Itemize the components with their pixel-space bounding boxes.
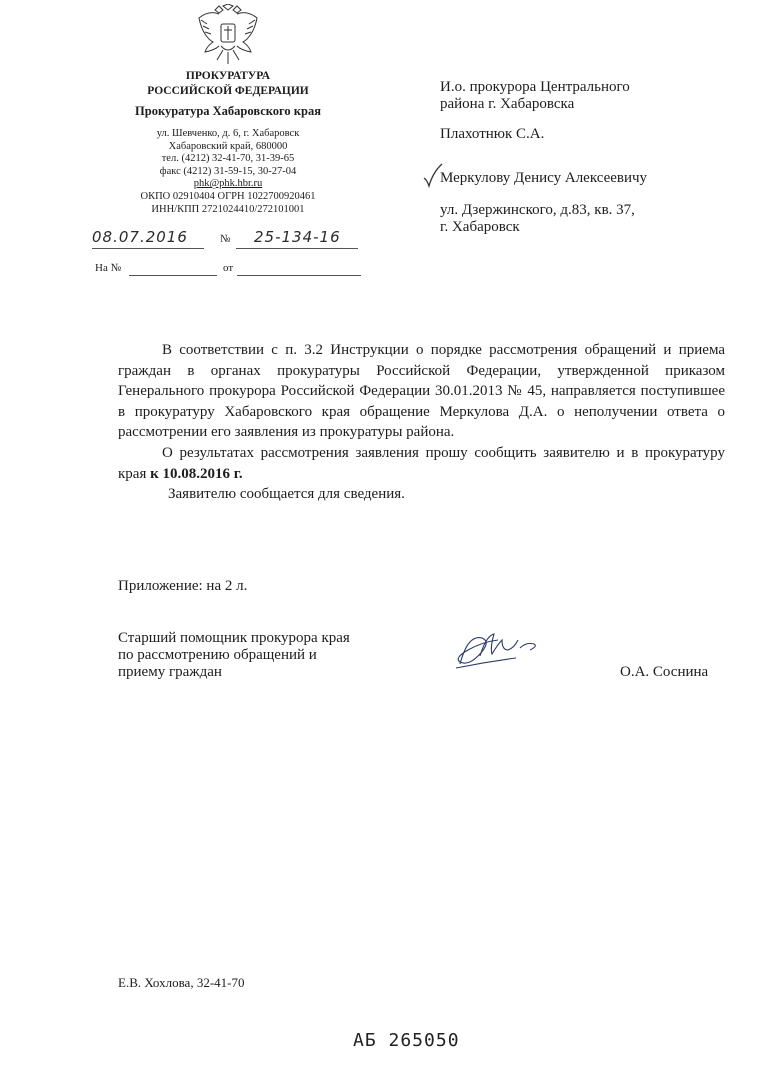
handwritten-number: 25-134-16 <box>254 228 341 246</box>
signatory-title-line3: приему граждан <box>118 664 222 680</box>
org-name-line1: ПРОКУРАТУРА <box>185 70 271 82</box>
number-sign: № <box>220 233 231 245</box>
addressee-position: И.о. прокурора Центрального <box>440 79 630 95</box>
ref-na-label: На № <box>95 262 122 274</box>
phone-line: тел. (4212) 32-41-70, 31-39-65 <box>161 153 295 165</box>
handwritten-signature <box>450 626 550 676</box>
body-paragraph-1: В соответствии с п. 3.2 Инструкции о порядке рассмотрения обращений и приема граждан в органах прокуратуры Российской Федерации, утвержденной приказом Генерального прокурора Российской Федерации 30.01.2013 № 45, направляется поступившее в прокуратуру Хабаровского края обращение Меркулова Д.А. о неполучении ответа о рассмотрении его заявления из прокуратуры района. <box>118 342 725 441</box>
body-paragraph-3: Заявителю сообщается для сведения. <box>168 486 405 503</box>
org-name-line2: РОССИЙСКОЙ ФЕДЕРАЦИИ <box>147 85 309 97</box>
executor-contact: Е.В. Хохлова, 32-41-70 <box>118 975 245 990</box>
address-line2: Хабаровский край, 680000 <box>168 140 288 152</box>
address-line1: ул. Шевченко, д. 6, г. Хабаровск <box>156 128 300 139</box>
addressee-district: района г. Хабаровска <box>440 96 575 112</box>
attachment-note: Приложение: на 2 л. <box>118 578 248 594</box>
okpo-line: ОКПО 02910404 ОГРН 1022700920461 <box>140 190 316 202</box>
applicant-city: г. Хабаровск <box>440 219 520 235</box>
ref-ot-label: от <box>223 262 234 274</box>
handwritten-date: 08.07.2016 <box>92 228 188 246</box>
applicant-name: Меркулову Денису Алексеевичу <box>440 170 648 186</box>
body-paragraph-2-text: О результатах рассмотрения заявления прошу сообщить заявителю и в прокуратуру края <box>118 444 725 482</box>
signatory-title-line1: Старший помощник прокурора края <box>118 630 350 646</box>
org-name-regional: Прокуратура Хабаровского края <box>135 104 321 118</box>
addressee-name: Плахотнюк С.А. <box>440 126 545 142</box>
form-serial-number: АБ 265050 <box>353 1030 460 1051</box>
inn-line: ИНН/КПП 2721024410/272101001 <box>151 203 305 215</box>
fax-line: факс (4212) 31-59-15, 30-27-04 <box>159 165 297 177</box>
reference-line <box>95 262 365 282</box>
signatory-title-line2: по рассмотрению обращений и <box>118 647 317 663</box>
outgoing-date-number <box>92 228 362 250</box>
applicant-address: ул. Дзержинского, д.83, кв. 37, <box>440 202 635 218</box>
letter-body <box>118 340 725 505</box>
deadline-date: к 10.08.2016 г. <box>150 465 243 482</box>
signatory-name: О.А. Соснина <box>620 664 709 680</box>
body-paragraph-2 <box>118 443 725 484</box>
org-requisites <box>78 128 378 216</box>
coat-of-arms-emblem <box>193 4 263 68</box>
signatory-title <box>118 630 350 681</box>
email-link[interactable]: phk@phk.hbr.ru <box>193 178 263 190</box>
